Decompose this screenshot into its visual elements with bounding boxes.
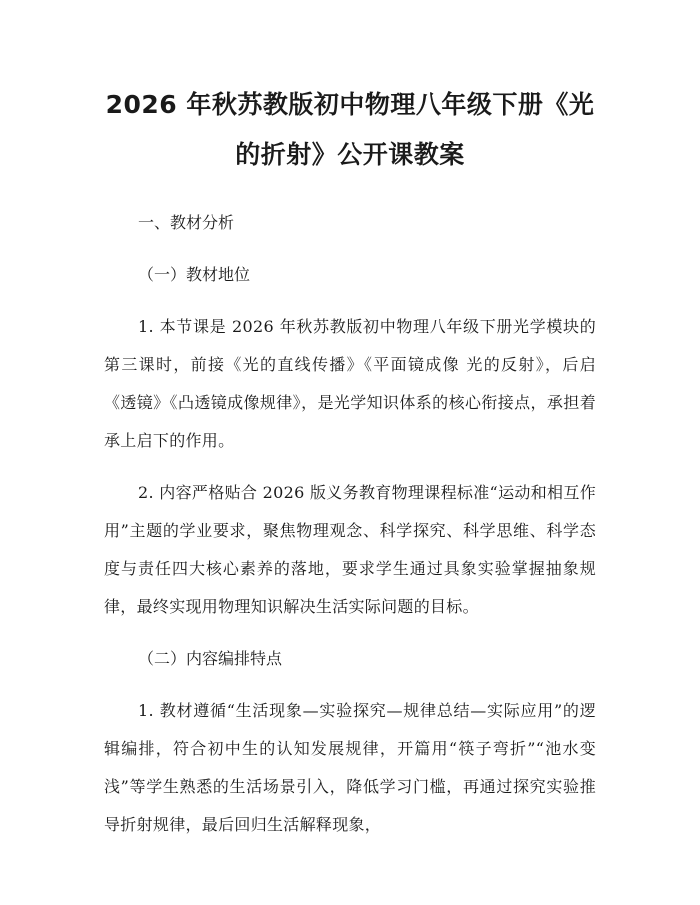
- paragraph-position-2: 2. 内容严格贴合 2026 版义务教育物理课程标准“运动和相互作用”主题的学业要求，聚焦物理观念、科学探究、科学思维、科学态度与责任四大核心素养的落地，要求学生通过具象实验掌握抽象规律，最终实现用物理知识解决生活实际问题的目标。: [104, 483, 596, 616]
- subsection-heading-textbook-position: （一）教材地位: [138, 265, 251, 284]
- section-heading-textbook-analysis: 一、教材分析: [138, 213, 235, 232]
- document-title: 2026 年秋苏教版初中物理八年级下册《光的折射》公开课教案: [105, 90, 595, 169]
- paragraph-position-1: 1. 本节课是 2026 年秋苏教版初中物理八年级下册光学模块的第三课时，前接《光的直线传播》《平面镜成像 光的反射》，后启《透镜》《凸透镜成像规律》，是光学知识体系的核心衔接点，承担着承上启下的作用。: [104, 317, 596, 450]
- paragraph-features-1: 1. 教材遵循“生活现象—实验探究—规律总结—实际应用”的逻辑编排，符合初中生的认知发展规律，开篇用“筷子弯折”“池水变浅”等学生熟悉的生活场景引入，降低学习门槛，再通过探究实验推导折射规律，最后回归生活解释现象，: [104, 701, 596, 834]
- subsection-heading-content-features: （二）内容编排特点: [138, 649, 283, 668]
